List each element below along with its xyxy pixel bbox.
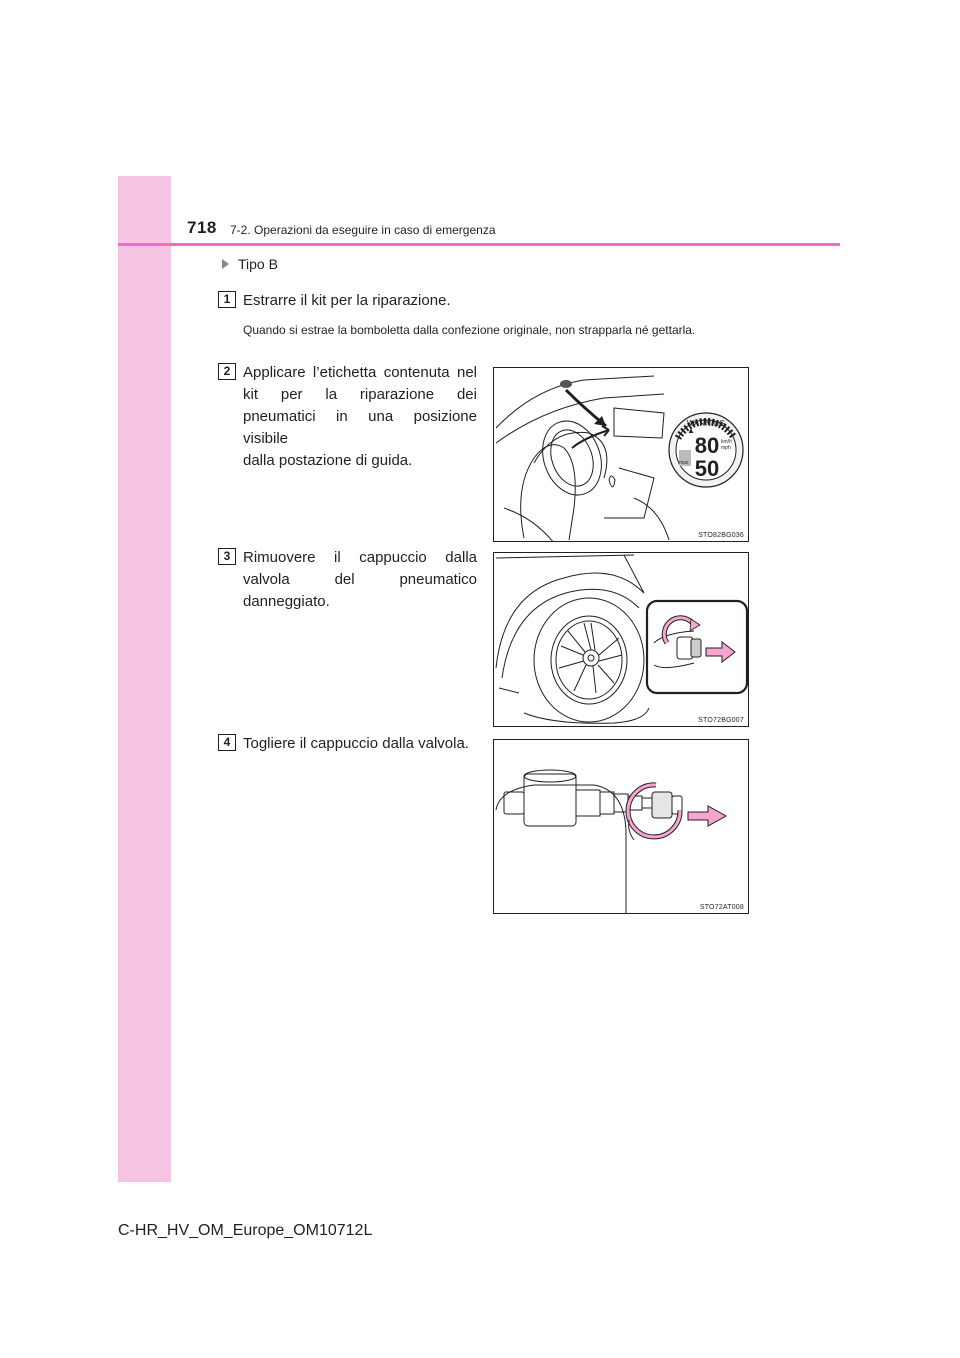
subtype-heading (222, 256, 278, 272)
figure-code: STO72AT008 (699, 904, 744, 911)
subtype-label: Tipo B (238, 256, 278, 272)
dashboard-illustration (494, 368, 749, 542)
step-number-4: 4 (218, 734, 236, 751)
canister-illustration (494, 740, 749, 914)
unit-kmh: km/h (721, 439, 732, 445)
step-3-line-2: valvola del pneumatico (243, 571, 477, 588)
step-1-note: Quando si estrae la bomboletta dalla confezione originale, non strapparla né gettarla. (243, 323, 696, 337)
step-2-text (243, 362, 477, 472)
step-3-line-3: danneggiato. (243, 593, 330, 610)
figure-label-placement (493, 367, 749, 542)
step-2-line-3: pneumatici in una posizione visibile (243, 408, 477, 447)
step-3-line-1: Rimuovere il cappuccio dalla (243, 549, 477, 566)
document-code: C-HR_HV_OM_Europe_OM10712L (118, 1222, 373, 1239)
step-1-text: Estrarre il kit per la riparazione. (243, 292, 451, 309)
figure-remove-valve-cap (493, 552, 749, 727)
step-number-2: 2 (218, 363, 236, 380)
wheel-illustration (494, 553, 749, 727)
speed-kmh-value: 80 (694, 433, 720, 458)
step-3-text (243, 547, 477, 613)
svg-text:▲: ▲ (687, 426, 695, 435)
step-2-line-4: dalla postazione di guida. (243, 452, 413, 469)
unit-mph: mph (721, 445, 731, 451)
max-text: max (679, 460, 689, 466)
warning-title: WARNING (686, 419, 726, 428)
section-title: 7-2. Operazioni da eseguire in caso di emergenza (230, 223, 496, 237)
header-rule (118, 243, 840, 246)
step-4-text: Togliere il cappuccio dalla valvola. (243, 735, 469, 752)
figure-code: STO72BG007 (698, 717, 744, 724)
page-number: 718 (187, 218, 217, 237)
step-number-3: 3 (218, 548, 236, 565)
chapter-sidebar-tab (118, 176, 171, 1182)
figure-canister-valve (493, 739, 749, 914)
step-number-1: 1 (218, 291, 236, 308)
step-2-line-2: kit per la riparazione dei (243, 386, 477, 403)
step-2-line-1: Applicare l’etichetta contenuta nel (243, 364, 477, 381)
speed-mph-value: 50 (694, 456, 720, 481)
figure-code: STO82BG036 (698, 532, 744, 539)
triangle-bullet-icon (222, 259, 229, 269)
